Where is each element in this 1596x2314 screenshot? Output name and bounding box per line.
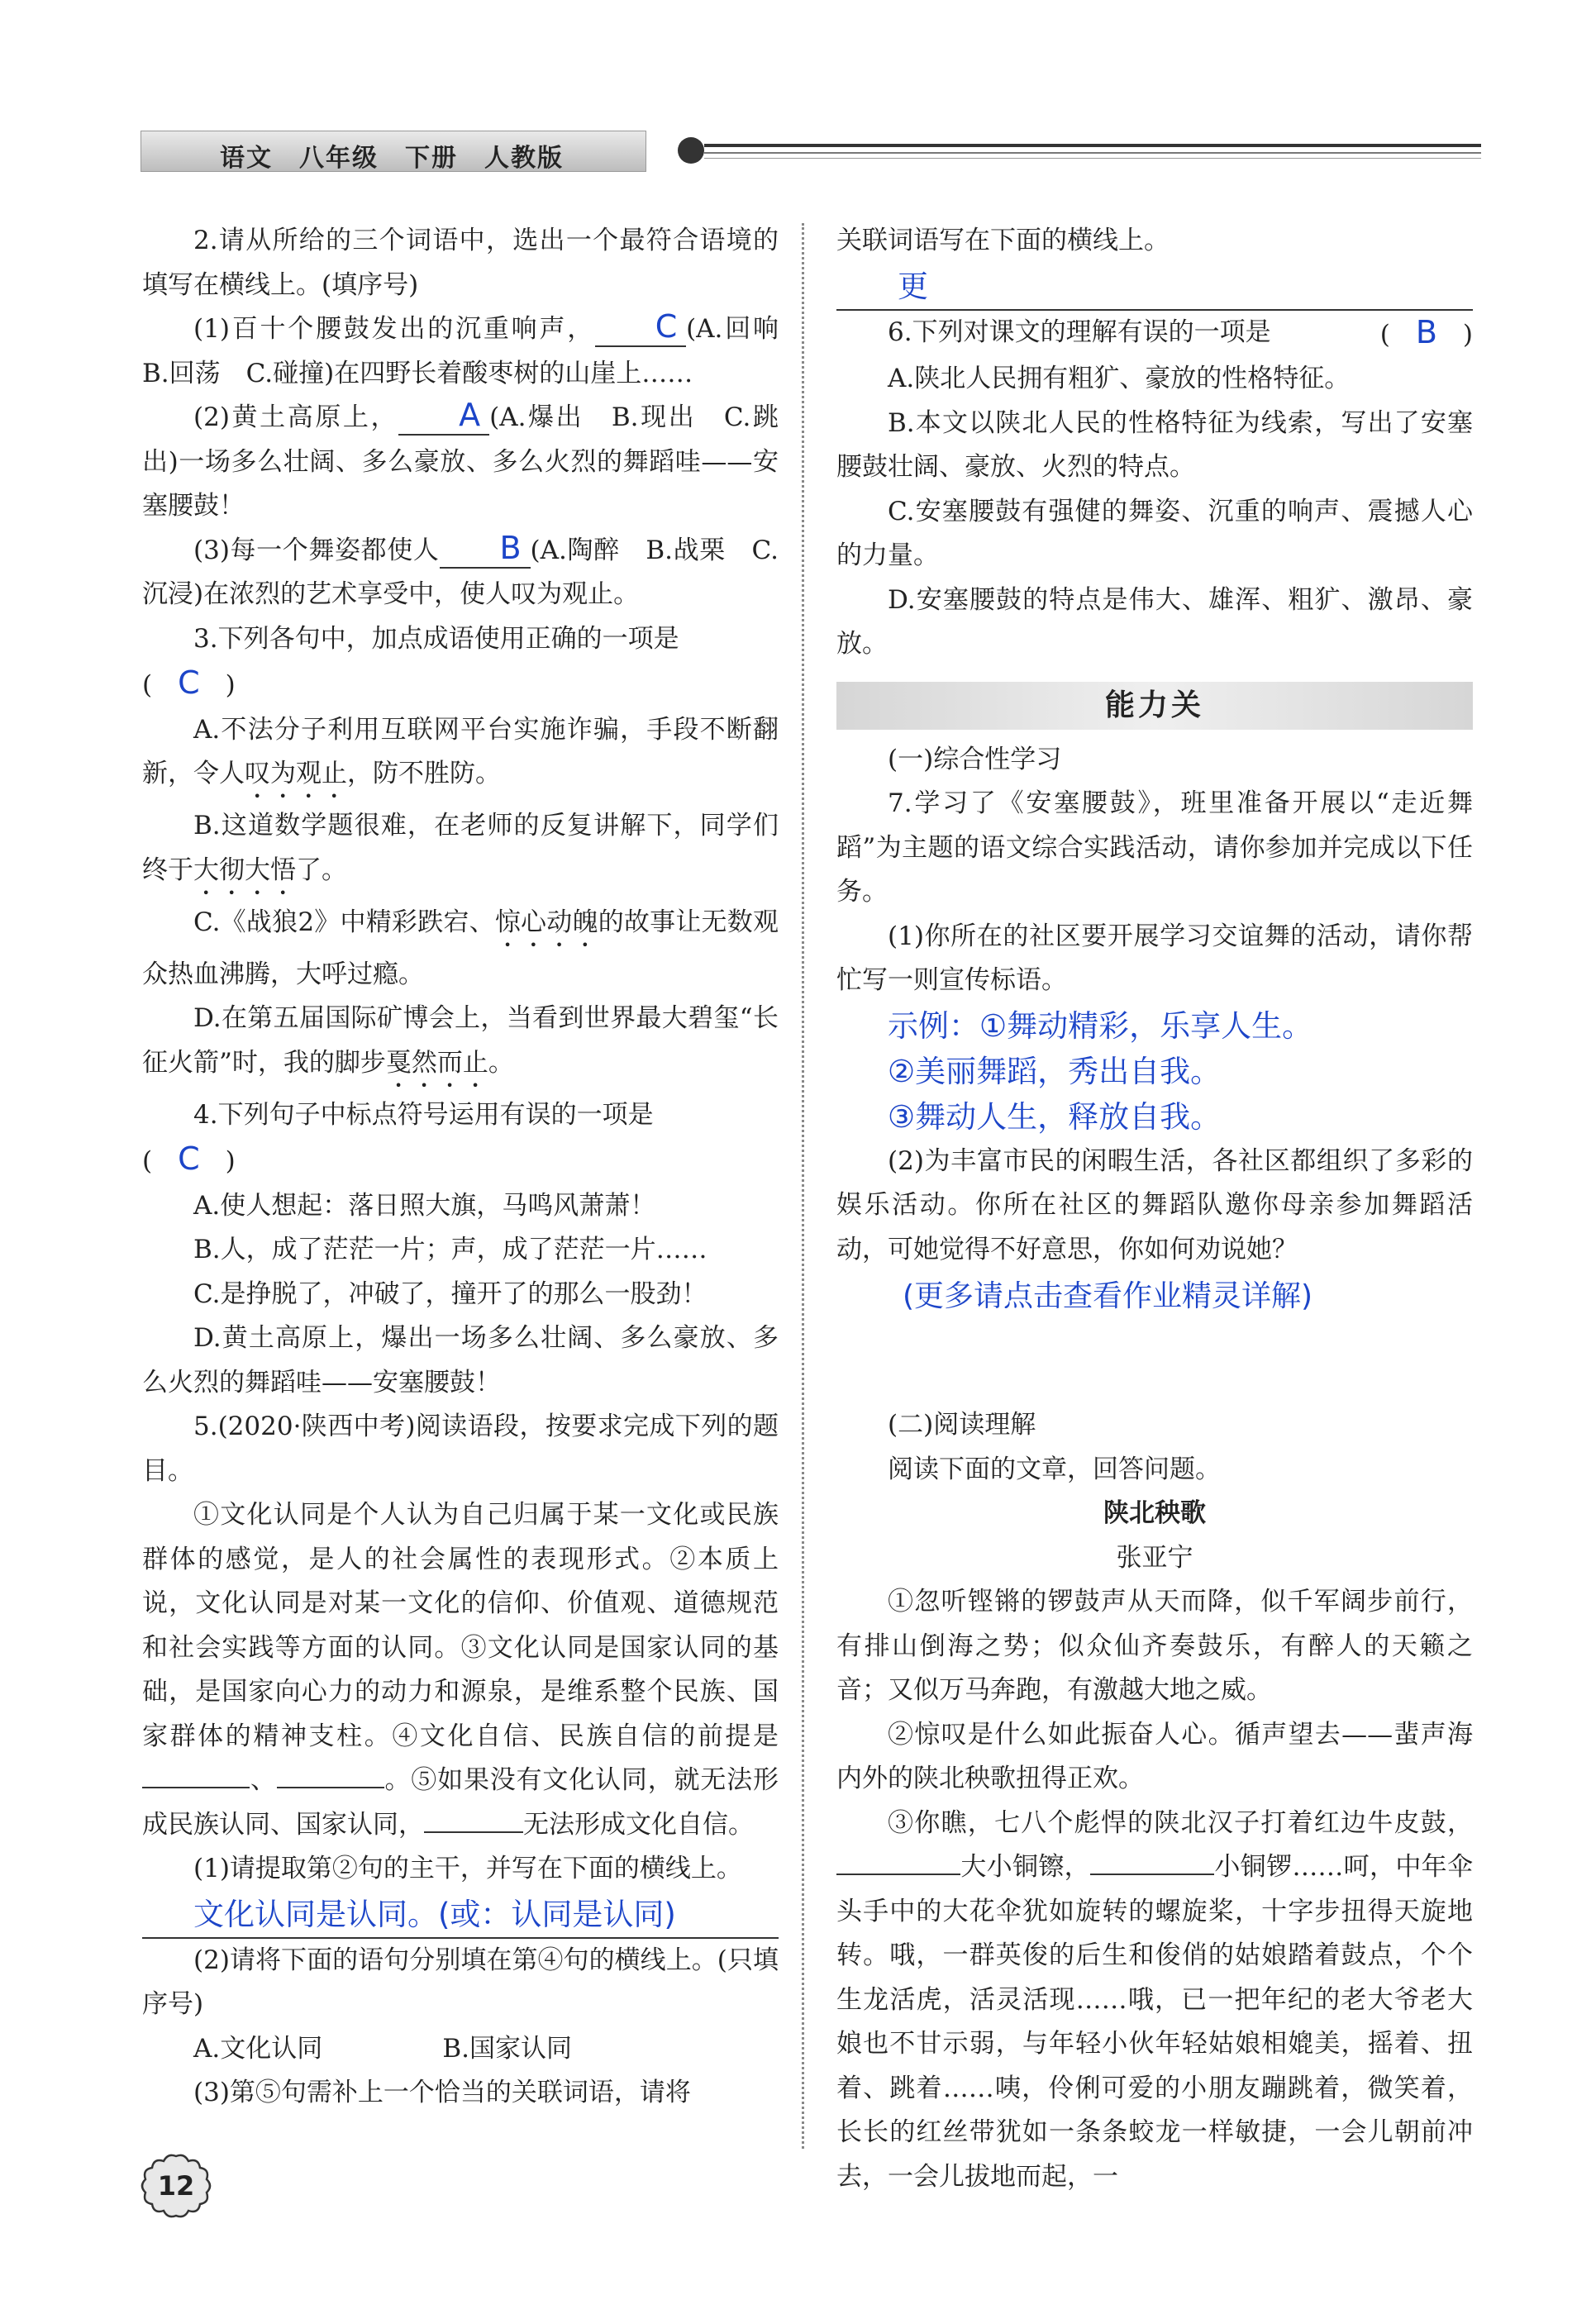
q2-3-answer: B [499,529,522,566]
q7-1-answer-2: ②美丽舞蹈，秀出自我。 [888,1053,1222,1089]
q5-passage [142,1493,779,1847]
q2-2-text: (2)黄土高原上， [193,402,399,432]
subsection-2: (二)阅读理解 [888,1410,1036,1440]
article-para-1: ①忽听铿锵的锣鼓声从天而降，似千军阔步前行，有排山倒海之势；似众仙齐奏鼓乐，有醉人的天籁之音；又似万马奔跑，有激越大地之威。 [836,1587,1473,1705]
q6-option-d: D.安塞腰鼓的特点是伟大、雄浑、粗犷、激昂、豪放。 [836,584,1473,659]
page-number: 12 [157,2170,195,2202]
q2-1-answer: C [655,308,678,345]
section-heading: 能力关 [836,682,1473,730]
q5-passage-sep: 、 [250,1765,277,1795]
q3-b-end: 了。 [296,855,347,885]
q3-stem: 3.下列各句中，加点成语使用正确的一项是 [193,623,679,654]
q6-option-a: A.陕北人民拥有粗犷、豪放的性格特征。 [888,364,1351,393]
q3-d-end: 。 [488,1047,514,1078]
header-rule [704,144,1481,147]
para-3-part2: 大小铜镲， [960,1852,1090,1882]
q3-d-idiom: 戛然而止 [385,1047,488,1078]
article-author: 张亚宁 [1116,1542,1193,1573]
q5-3: (3)第⑤句需补上一个恰当的关联词语，请将 [193,2078,691,2107]
q7-stem: 7.学习了《安塞腰鼓》，班里准备开展以“走近舞蹈”为主题的语文综合实践活动，请你参加并完成以下任务。 [836,788,1473,907]
q5-1-answer: 文化认同是认同。(或：认同是认同) [142,1892,779,1939]
q3-answer-slot: ( C ) [142,664,236,701]
q2-2-answer: A [459,397,481,433]
right-column [836,219,1473,2199]
q5-2-option-b: B.国家认同 [442,2033,572,2064]
q4-answer-slot: ( C ) [142,1140,236,1177]
q3-answer: C [178,664,200,701]
header-title: 语文 八年级 下册 人教版 [220,144,564,173]
q2-2-blank [398,398,489,436]
q3-a-end: ，防不胜防。 [347,759,501,788]
q5-passage-part3: 无法形成文化自信。 [523,1809,754,1840]
q4-option-b: B.人，成了茫茫一片；声，成了茫茫一片…… [193,1235,707,1264]
q5-blank-2 [277,1759,384,1788]
q4-stem: 4.下列句子中标点符号运用有误的一项是 [193,1099,654,1130]
q6-option-b: B.本文以陕北人民的性格特征为线索，写出了安塞腰鼓壮阔、豪放、火烈的特点。 [836,407,1473,482]
q2-3-text: (3)每一个舞姿都使人 [193,535,440,565]
q7-1-answer-3: ③舞动人生，释放自我。 [888,1098,1222,1135]
q3-c-idiom: 惊心动魄 [494,907,598,937]
q3-option-b [142,804,779,901]
more-details-link[interactable]: (更多请点击查看作业精灵详解) [903,1279,1313,1313]
q7-1: (1)你所在的社区要开展学习交谊舞的活动，请你帮忙写一则宣传标语。 [836,921,1473,995]
q5-passage-part1: ①文化认同是个人认为自己归属于某一文化或民族群体的感觉，是人的社会属性的表现形式。②本质上说，文化认同是对某一文化的信仰、价值观、道德规范和社会实践等方面的认同。③文化认同是国家认同的基础，是国家向心力的动力和源泉，是维系整个民族、国家群体的精神支柱。④文化自信、民族自信的前提是 [142,1500,779,1751]
q4-option-d: D.黄土高原上，爆出一场多么壮阔、多么豪放、多么火烈的舞蹈哇——安塞腰鼓！ [142,1323,779,1397]
q6-stem-row [836,311,1473,358]
para-3-blank-1 [836,1845,960,1875]
q5-stem: 5.(2020·陕西中考)阅读语段，按要求完成下列的题目。 [142,1412,779,1486]
q3-a-text: A.不法分子利用互联网平台实施诈骗，手段不断翻新，令人 [142,714,779,788]
header-banner [141,131,646,172]
q5-3-continued: 关联词语写在下面的横线上。 [836,226,1170,255]
left-column [142,219,804,2116]
q2-3-options: (A.陶醉 B.战栗 C.沉浸)在浓烈的艺术享受中，使人叹为观止。 [142,535,779,609]
q2-1 [142,307,804,396]
column-divider [802,223,804,2149]
para-3-part1: ③你瞧，七八个彪悍的陕北汉子打着红边牛皮鼓， [888,1807,1473,1838]
q4-answer: C [178,1140,200,1177]
para-3-blank-2 [1090,1845,1214,1875]
q5-blank-1 [142,1759,250,1788]
header-rule-hairline [704,158,1481,159]
q2-intro: 2.请从所给的三个词语中，选出一个最符合语境的填写在横线上。(填序号) [142,226,779,300]
q3-c-end: 的故事让无数观众热血沸腾，大呼过瘾。 [142,907,779,989]
article-title: 陕北秧歌 [1103,1498,1206,1528]
answer-space [836,1322,1473,1403]
q4-option-a: A.使人想起：落日照大旗，马鸣风萧萧！ [193,1190,656,1221]
article-para-2: ②惊叹是什么如此振奋人心。循声望去——蜚声海内外的陕北秧歌扭得正欢。 [836,1719,1473,1793]
para-3-part3: 小铜锣……呵，中年伞头手中的大花伞犹如旋转的螺旋桨，十字步扭得天旋地转。哦，一群英俊的后生和俊俏的姑娘踏着鼓点，个个生龙活虎，活灵活现……哦，已一把年纪的老大爷老大娘也不甘示弱，与年轻小伙年轻姑娘相媲美，摇着、扭着、跳着……咦，伶俐可爱的小朋友蹦跳着，微笑着，长长的红丝带犹如一条条蛟龙一样敏捷，一会儿朝前冲去，一会儿拔地而起，一 [836,1852,1473,2192]
q2-2 [142,396,779,529]
header-rule-thin [704,152,1481,154]
q2-1-text: (1)百十个腰鼓发出的沉重响声， [193,314,596,344]
page-number-badge [139,2153,213,2219]
q2-3-blank [440,531,531,569]
q5-2-options [142,2027,779,2072]
q6-answer-slot: ( B ) [1379,313,1473,350]
q3-option-c [142,901,779,997]
more-details-row [836,1272,1473,1322]
q2-2-options: (A.爆出 B.现出 C.跳出)一场多么壮阔、多么豪放、多么火烈的舞蹈哇——安塞腰鼓！ [142,402,779,521]
reading-intro: 阅读下面的文章，回答问题。 [888,1454,1221,1484]
q3-option-a [142,708,779,805]
q3-b-idiom: 大彻大悟 [193,855,296,885]
q5-1: (1)请提取第②句的主干，并写在下面的横线上。 [193,1854,742,1883]
q5-2-option-a: A.文化认同 [193,2033,323,2064]
q7-2: (2)为丰富市民的闲暇生活，各社区都组织了多彩的娱乐活动。你所在社区的舞蹈队邀你母亲参加舞蹈活动，可她觉得不好意思，你如何劝说她？ [836,1145,1473,1264]
q2-1-blank [595,310,686,347]
q4-option-c: C.是挣脱了，冲破了，撞开了的那么一股劲！ [193,1278,707,1309]
q2-1-options: (A.回响 B.回荡 C.碰撞)在四野长着酸枣树的山崖上…… [142,314,804,388]
q7-1-answer-1: 示例：①舞动精彩，乐享人生。 [888,1007,1313,1044]
article-para-3 [836,1802,1473,2200]
header-dot [678,137,704,164]
q6-answer: B [1415,313,1437,350]
q3-a-idiom: 叹为观止 [245,759,347,788]
q6-stem: 6.下列对课文的理解有误的一项是 [888,317,1271,347]
q6-option-c: C.安塞腰鼓有强健的舞姿、沉重的响声、震撼人心的力量。 [836,496,1473,570]
q3-b-text: B.这道数学题很难，在老师的反复讲解下，同学们终于 [142,811,779,885]
q3-option-d [142,997,779,1093]
q5-3-answer: 更 [836,264,1473,311]
q5-2: (2)请将下面的语句分别填在第④句的横线上。(只填序号) [142,1945,779,2019]
q3-c-text: C.《战狼2》中精彩跌宕、 [193,907,495,937]
subsection-1: (一)综合性学习 [888,744,1062,774]
q5-passage-part2: 。⑤如果没有文化认同，就无法形成民族认同、国家认同， [142,1765,779,1840]
q3-d-text: D.在第五届国际矿博会上，当看到世界最大碧玺“长征火箭”时，我的脚步 [142,1003,779,1078]
q5-blank-3 [424,1803,523,1833]
q2-3 [142,529,779,617]
